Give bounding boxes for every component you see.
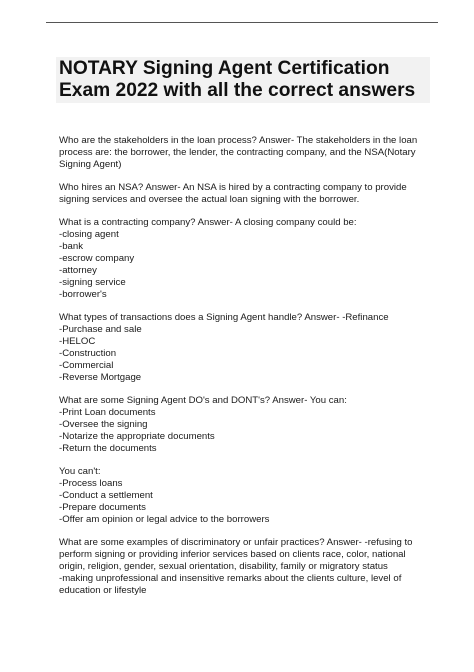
qa-transaction-types [59, 312, 434, 384]
text-line: origin, religion, gender, sexual orientation, disability, family or migratory status [59, 561, 388, 572]
qa-stakeholders [59, 135, 434, 171]
text-line: What is a contracting company? Answer- A closing company could be: [59, 217, 357, 228]
list-item: -Reverse Mortgage [59, 372, 142, 383]
text-line: What are some Signing Agent DO's and DONT's? Answer- You can: [59, 395, 347, 406]
list-item: -borrower's [59, 289, 107, 300]
document-title [59, 58, 431, 102]
list-item: -Offer am opinion or legal advice to the borrowers [59, 514, 270, 525]
title-line: NOTARY Signing Agent Certification [59, 58, 390, 79]
list-item: -bank [59, 241, 83, 252]
text-line: You can't: [59, 466, 101, 477]
list-item: -escrow company [59, 253, 135, 264]
list-item: -Notarize the appropriate documents [59, 431, 215, 442]
qa-who-hires-nsa [59, 182, 434, 206]
qa-you-cant [59, 466, 434, 526]
text-line: -making unprofessional and insensitive remarks about the clients culture, level of [59, 573, 402, 584]
text-line: Who are the stakeholders in the loan process? Answer- The stakeholders in the loan [59, 135, 418, 146]
text-line: signing services and oversee the actual loan signing with the borrower. [59, 194, 360, 205]
text-line: education or lifestyle [59, 585, 147, 596]
list-item: -HELOC [59, 336, 96, 347]
text-line: Signing Agent) [59, 159, 122, 170]
text-line: Who hires an NSA? Answer- An NSA is hired by a contracting company to provide [59, 182, 407, 193]
list-item: -Print Loan documents [59, 407, 156, 418]
text-line: What are some examples of discriminatory or unfair practices? Answer- -refusing to [59, 537, 413, 548]
list-item: -Prepare documents [59, 502, 146, 513]
text-line: perform signing or providing inferior services based on clients race, color, national [59, 549, 406, 560]
list-item: -Construction [59, 348, 117, 359]
document-body [59, 135, 434, 597]
list-item: -signing service [59, 277, 126, 288]
text-line: process are: the borrower, the lender, the contracting company, and the NSA(Notary [59, 147, 416, 158]
list-item: -Conduct a settlement [59, 490, 153, 501]
list-item: -attorney [59, 265, 97, 276]
top-rule [46, 22, 438, 23]
list-item: -Purchase and sale [59, 324, 142, 335]
qa-dos-and-donts [59, 395, 434, 455]
title-line: Exam 2022 with all the correct answers [59, 80, 416, 101]
list-item: -Commercial [59, 360, 114, 371]
qa-contracting-company [59, 217, 434, 301]
list-item: -Process loans [59, 478, 123, 489]
list-item: -Return the documents [59, 443, 157, 454]
text-line: What types of transactions does a Signing Agent handle? Answer- -Refinance [59, 312, 389, 323]
qa-discriminatory-practices [59, 537, 434, 597]
list-item: -Oversee the signing [59, 419, 148, 430]
list-item: -closing agent [59, 229, 119, 240]
